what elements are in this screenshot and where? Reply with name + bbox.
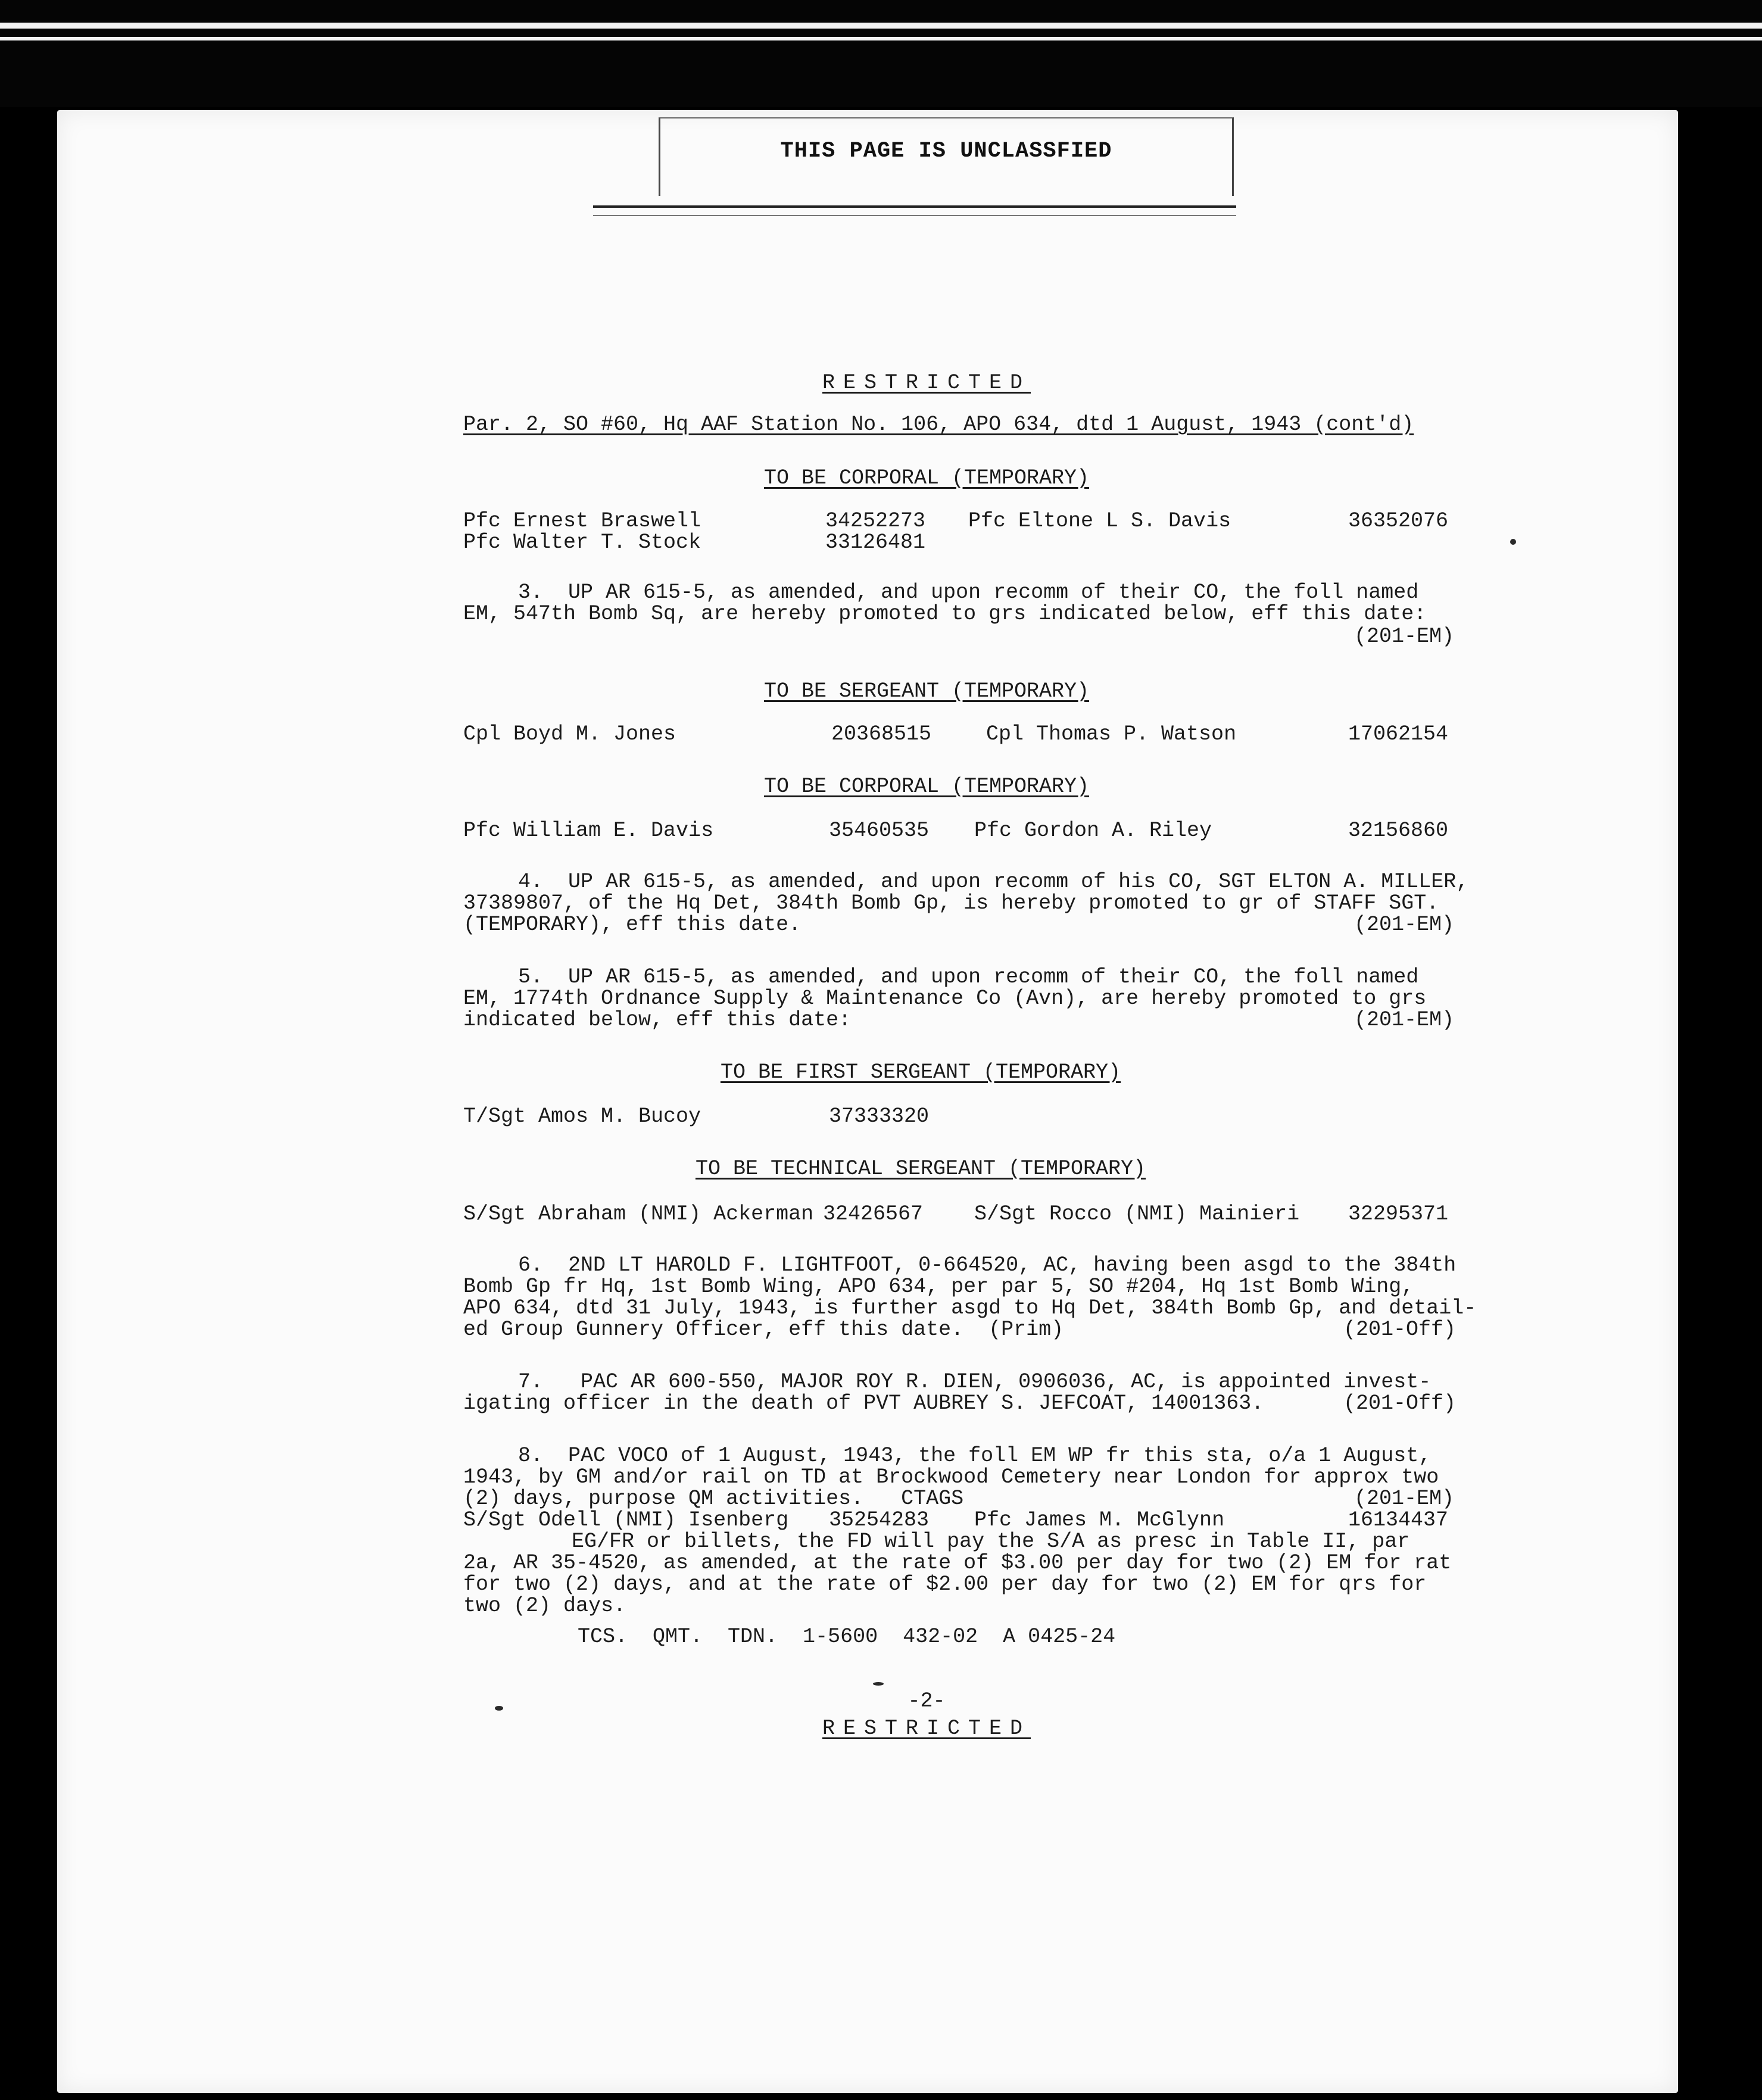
paragraph-3-line: 3. UP AR 615-5, as amended, and upon recomm of their CO, the foll named bbox=[518, 581, 1419, 604]
roster-serial: 34252273 bbox=[825, 509, 926, 533]
paragraph-6-line: Bomb Gp fr Hq, 1st Bomb Wing, APO 634, per par 5, SO #204, Hq 1st Bomb Wing, bbox=[463, 1275, 1414, 1299]
roster-serial: 33126481 bbox=[825, 531, 926, 554]
page-number: -2- bbox=[907, 1689, 946, 1713]
heading-corporal-1: TO BE CORPORAL (TEMPORARY) bbox=[763, 466, 1090, 490]
file-reference: (201-EM) bbox=[1354, 1487, 1455, 1511]
roster-name: Pfc Eltone L S. Davis bbox=[968, 509, 1231, 533]
heading-first-sergeant: TO BE FIRST SERGEANT (TEMPORARY) bbox=[720, 1060, 1121, 1084]
paragraph-8-line: 1943, by GM and/or rail on TD at Brockwood Cemetery near London for approx two bbox=[463, 1465, 1439, 1489]
scan-rule bbox=[0, 23, 1762, 29]
stamp-text: THIS PAGE IS UNCLASSFIED bbox=[780, 139, 1112, 164]
paragraph-5-line: 5. UP AR 615-5, as amended, and upon recomm of their CO, the foll named bbox=[518, 965, 1419, 989]
accounting-line: TCS. QMT. TDN. 1-5600 432-02 A 0425-24 bbox=[578, 1625, 1116, 1649]
paragraph-4-line: (TEMPORARY), eff this date. bbox=[463, 913, 802, 937]
roster-serial: 20368515 bbox=[831, 722, 932, 746]
scan-speck bbox=[495, 1706, 503, 1711]
classification-top: RESTRICTED bbox=[822, 371, 1031, 395]
roster-serial: 16134437 bbox=[1348, 1508, 1449, 1532]
file-reference: (201-EM) bbox=[1354, 913, 1455, 937]
order-reference: Par. 2, SO #60, Hq AAF Station No. 106, APO 634, dtd 1 August, 1943 (cont'd) bbox=[463, 413, 1414, 436]
paragraph-4-line: 37389807, of the Hq Det, 384th Bomb Gp, is hereby promoted to gr of STAFF SGT. bbox=[463, 891, 1439, 915]
roster-serial: 36352076 bbox=[1348, 509, 1449, 533]
roster-serial: 32156860 bbox=[1348, 819, 1449, 843]
paragraph-6-line: ed Group Gunnery Officer, eff this date. (Prim) bbox=[463, 1318, 1064, 1341]
roster-name: Cpl Thomas P. Watson bbox=[986, 722, 1237, 746]
scan-speck bbox=[1510, 539, 1516, 545]
roster-name: S/Sgt Abraham (NMI) Ackerman bbox=[463, 1202, 814, 1226]
roster-serial: 32426567 bbox=[823, 1202, 924, 1226]
paragraph-3-line: EM, 547th Bomb Sq, are hereby promoted to grs indicated below, eff this date: bbox=[463, 602, 1427, 626]
roster-name: Pfc Walter T. Stock bbox=[463, 531, 701, 554]
roster-serial: 17062154 bbox=[1348, 722, 1449, 746]
roster-name: S/Sgt Odell (NMI) Isenberg bbox=[463, 1508, 789, 1532]
paragraph-7-line: igating officer in the death of PVT AUBREY S. JEFCOAT, 14001363. bbox=[463, 1391, 1264, 1415]
roster-name: Pfc William E. Davis bbox=[463, 819, 714, 843]
roster-name: Pfc James M. McGlynn bbox=[974, 1508, 1225, 1532]
roster-serial: 32295371 bbox=[1348, 1202, 1449, 1226]
roster-name: Pfc Ernest Braswell bbox=[463, 509, 701, 533]
paragraph-8-line: two (2) days. bbox=[463, 1594, 626, 1618]
paragraph-4-line: 4. UP AR 615-5, as amended, and upon recomm of his CO, SGT ELTON A. MILLER, bbox=[518, 870, 1469, 894]
unclassified-stamp bbox=[659, 117, 1234, 196]
heading-sergeant: TO BE SERGEANT (TEMPORARY) bbox=[763, 679, 1090, 703]
paragraph-5-line: indicated below, eff this date: bbox=[463, 1008, 852, 1032]
document-page bbox=[57, 110, 1678, 2093]
paragraph-5-line: EM, 1774th Ordnance Supply & Maintenance Co (Avn), are hereby promoted to grs bbox=[463, 987, 1427, 1010]
roster-serial: 37333320 bbox=[829, 1104, 930, 1128]
paragraph-6-line: APO 634, dtd 31 July, 1943, is further asgd to Hq Det, 384th Bomb Gp, and detail- bbox=[463, 1296, 1477, 1320]
scan-top-band bbox=[0, 0, 1762, 107]
paragraph-8-line: 2a, AR 35-4520, as amended, at the rate of $3.00 per day for two (2) EM for rat bbox=[463, 1551, 1452, 1575]
paragraph-8-line: (2) days, purpose QM activities. CTAGS bbox=[463, 1487, 964, 1511]
scan-speck bbox=[873, 1682, 884, 1686]
roster-serial: 35460535 bbox=[829, 819, 930, 843]
roster-name: Pfc Gordon A. Riley bbox=[974, 819, 1212, 843]
roster-name: S/Sgt Rocco (NMI) Mainieri bbox=[974, 1202, 1300, 1226]
file-reference: (201-EM) bbox=[1354, 1008, 1455, 1032]
file-reference: (201-Off) bbox=[1343, 1318, 1457, 1341]
roster-name: Cpl Boyd M. Jones bbox=[463, 722, 676, 746]
roster-name: T/Sgt Amos M. Bucoy bbox=[463, 1104, 701, 1128]
classification-bottom: RESTRICTED bbox=[822, 1717, 1031, 1740]
scan-rule bbox=[0, 37, 1762, 40]
stamp-underline bbox=[593, 205, 1236, 216]
heading-corporal-2: TO BE CORPORAL (TEMPORARY) bbox=[763, 775, 1090, 798]
paragraph-8-line: for two (2) days, and at the rate of $2.00 per day for two (2) EM for qrs for bbox=[463, 1572, 1427, 1596]
paragraph-8-line: EG/FR or billets, the FD will pay the S/A as presc in Table II, par bbox=[572, 1530, 1410, 1553]
paragraph-6-line: 6. 2ND LT HAROLD F. LIGHTFOOT, 0-664520, AC, having been asgd to the 384th bbox=[518, 1253, 1457, 1277]
file-reference: (201-Off) bbox=[1343, 1391, 1457, 1415]
paragraph-7-line: 7. PAC AR 600-550, MAJOR ROY R. DIEN, 0906036, AC, is appointed invest- bbox=[518, 1370, 1432, 1394]
file-reference: (201-EM) bbox=[1354, 625, 1455, 648]
roster-serial: 35254283 bbox=[829, 1508, 930, 1532]
paragraph-8-line: 8. PAC VOCO of 1 August, 1943, the foll EM WP fr this sta, o/a 1 August, bbox=[518, 1444, 1432, 1468]
heading-technical-sergeant: TO BE TECHNICAL SERGEANT (TEMPORARY) bbox=[695, 1157, 1146, 1181]
